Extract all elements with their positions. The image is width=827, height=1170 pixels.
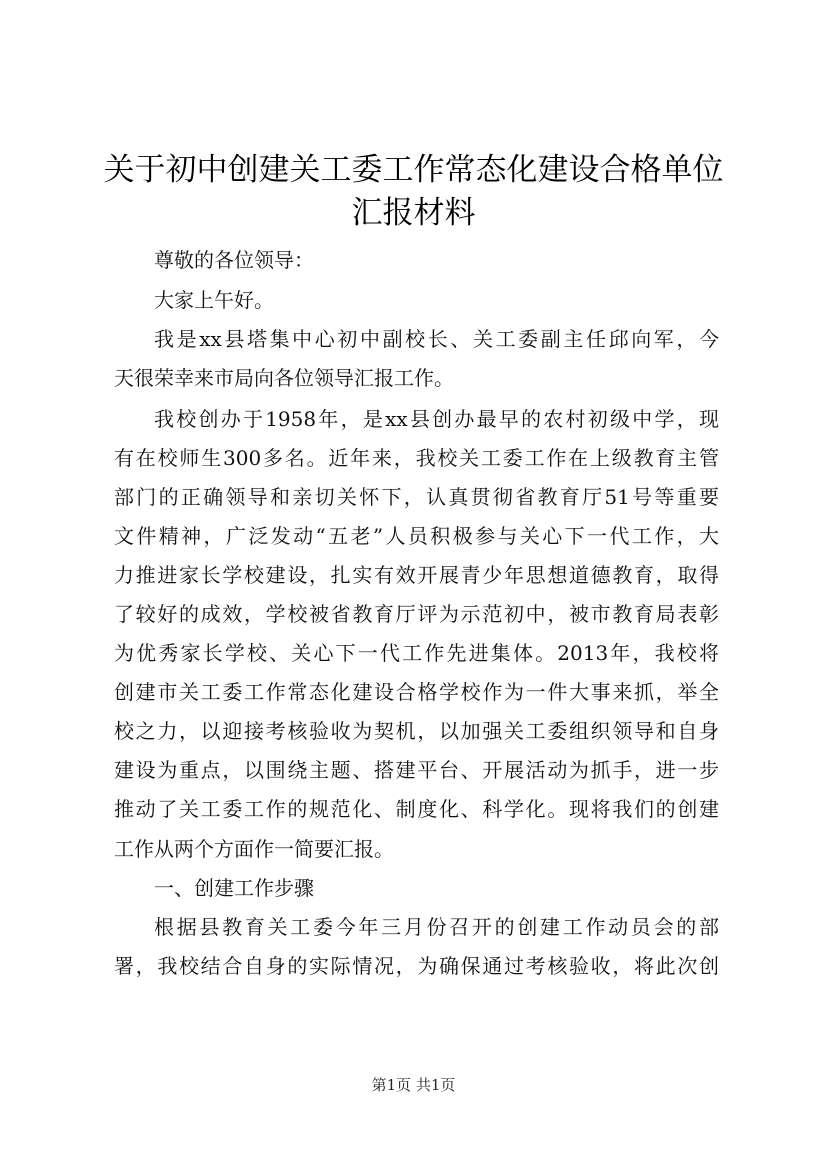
paragraph-line: 我校创办于1958年，是xx县创办最早的农村初级中学，现 (154, 407, 719, 431)
paragraph-line: 天很荣幸来市局向各位领导汇报工作。 (114, 366, 454, 390)
paragraph-line: 推动了关工委工作的规范化、制度化、科学化。现将我们的创建 (114, 797, 719, 821)
paragraph-line: 了较好的成效，学校被省教育厅评为示范初中，被市教育局表彰 (114, 602, 719, 626)
salutation: 尊敬的各位领导： (154, 248, 314, 272)
paragraph-line: 部门的正确领导和亲切关怀下，认真贯彻省教育厅51号等重要 (114, 485, 719, 509)
paragraph-line: 为优秀家长学校、关心下一代工作先进集体。2013年，我校将 (114, 641, 719, 665)
paragraph-line: 文件精神，广泛发动“五老”人员积极参与关心下一代工作，大 (114, 524, 719, 548)
paragraph-line: 建设为重点，以围绕主题、搭建平台、开展活动为抓手，进一步 (114, 758, 719, 782)
paragraph-line: 根据县教育关工委今年三月份召开的创建工作动员会的部 (154, 915, 719, 939)
paragraph-line: 署，我校结合自身的实际情况，为确保通过考核验收，将此次创 (114, 954, 719, 978)
greeting: 大家上午好。 (154, 288, 274, 312)
document-title-line-2: 汇报材料 (351, 195, 476, 231)
paragraph-line: 力推进家长学校建设，扎实有效开展青少年思想道德教育，取得 (114, 563, 719, 587)
section-heading: 一、创建工作步骤 (154, 876, 314, 900)
paragraph-line: 有在校师生300多名。近年来，我校关工委工作在上级教育主管 (114, 446, 719, 470)
page-footer: 第1页 共1页 (371, 1076, 456, 1094)
document-title-line-1: 关于初中创建关工委工作常态化建设合格单位 (103, 152, 724, 188)
paragraph-line: 校之力，以迎接考核验收为契机，以加强关工委组织领导和自身 (114, 719, 719, 743)
paragraph-line: 我是xx县塔集中心初中副校长、关工委副主任邱向军，今 (154, 327, 719, 351)
paragraph-line: 工作从两个方面作一简要汇报。 (114, 837, 394, 861)
paragraph-line: 创建市关工委工作常态化建设合格学校作为一件大事来抓，举全 (114, 680, 719, 704)
